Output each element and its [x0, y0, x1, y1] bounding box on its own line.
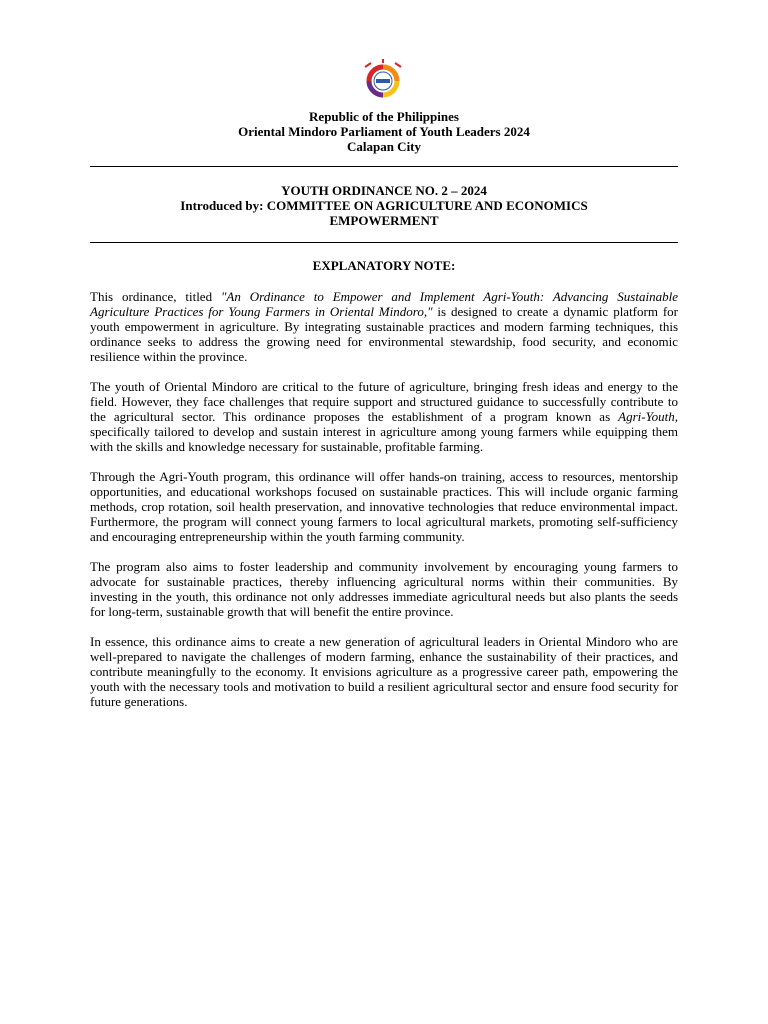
introduced-by-line2: EMPOWERMENT [329, 213, 439, 228]
paragraph-2 [90, 379, 678, 454]
document-header [90, 109, 678, 154]
ordinance-block [90, 183, 678, 228]
paragraph-1 [90, 289, 678, 364]
p1-rest: is designed to create a dynamic platform for youth empowerment in agriculture. By integrating sustainable practices and modern farming techniques, this ordinance seeks to address the growing need for environmental stewardship, food security, and economic resilience within the province. [90, 304, 678, 364]
explanatory-note-title: EXPLANATORY NOTE: [312, 258, 456, 273]
header-city: Calapan City [346, 139, 422, 154]
paragraph-5: In essence, this ordinance aims to create a new generation of agricultural leaders in Oriental Mindoro who are well-prepared to navigate the challenges of modern farming, enhance the sustainability of their practices, and contribute meaningfully to the economy. It envisions agriculture as a progressive career path, empowering the youth with the necessary tools and motivation to build a resilient agricultural sector and ensure food security for future generations. [90, 634, 678, 709]
document-body [90, 289, 678, 724]
p2-intro: The youth of Oriental Mindoro are critical to the future of agriculture, bringing fresh ideas and energy to the field. However, they face challenges that require support and structured guidance to successfully contribute to the agricultural sector. This ordinance proposes the establishment of a program known as [90, 379, 678, 424]
paragraph-4: The program also aims to foster leadership and community involvement by encouraging young farmers to advocate for sustainable practices, thereby influencing agricultural norms within their communities. By investing in the youth, this ordinance not only addresses immediate agricultural needs but also plants the seeds for long-term, sustainable growth that will benefit the entire province. [90, 559, 678, 619]
p2-rest: specifically tailored to develop and sustain interest in agriculture among young farmers while equipping them with the skills and knowledge necessary for sustainable, profitable farming. [90, 424, 678, 454]
p1-intro: This ordinance, titled [90, 289, 221, 304]
introduced-by-line1: Introduced by: COMMITTEE ON AGRICULTURE AND ECONOMICS [180, 198, 588, 213]
header-parliament: Oriental Mindoro Parliament of Youth Leaders 2024 [238, 124, 530, 139]
organization-seal-logo [353, 55, 413, 105]
header-republic: Republic of the Philippines [309, 109, 459, 124]
ordinance-number: YOUTH ORDINANCE NO. 2 – 2024 [281, 183, 487, 198]
program-name: Agri-Youth, [618, 409, 678, 424]
paragraph-3: Through the Agri-Youth program, this ordinance will offer hands-on training, access to resources, mentorship opportunities, and educational workshops focused on sustainable practices. This will include organic farming methods, crop rotation, soil health preservation, and innovative technologies that reduce environmental impact. Furthermore, the program will connect young farmers to local agricultural markets, promoting self-sufficiency and encouraging entrepreneurship within the youth farming community. [90, 469, 678, 544]
header-divider [90, 166, 678, 167]
ordinance-title: "An Ordinance to Empower and Implement Agri-Youth: Advancing Sustainable Agriculture Practices for Young Farmers in Oriental Mindoro," [90, 289, 678, 319]
ordinance-divider [90, 242, 678, 243]
